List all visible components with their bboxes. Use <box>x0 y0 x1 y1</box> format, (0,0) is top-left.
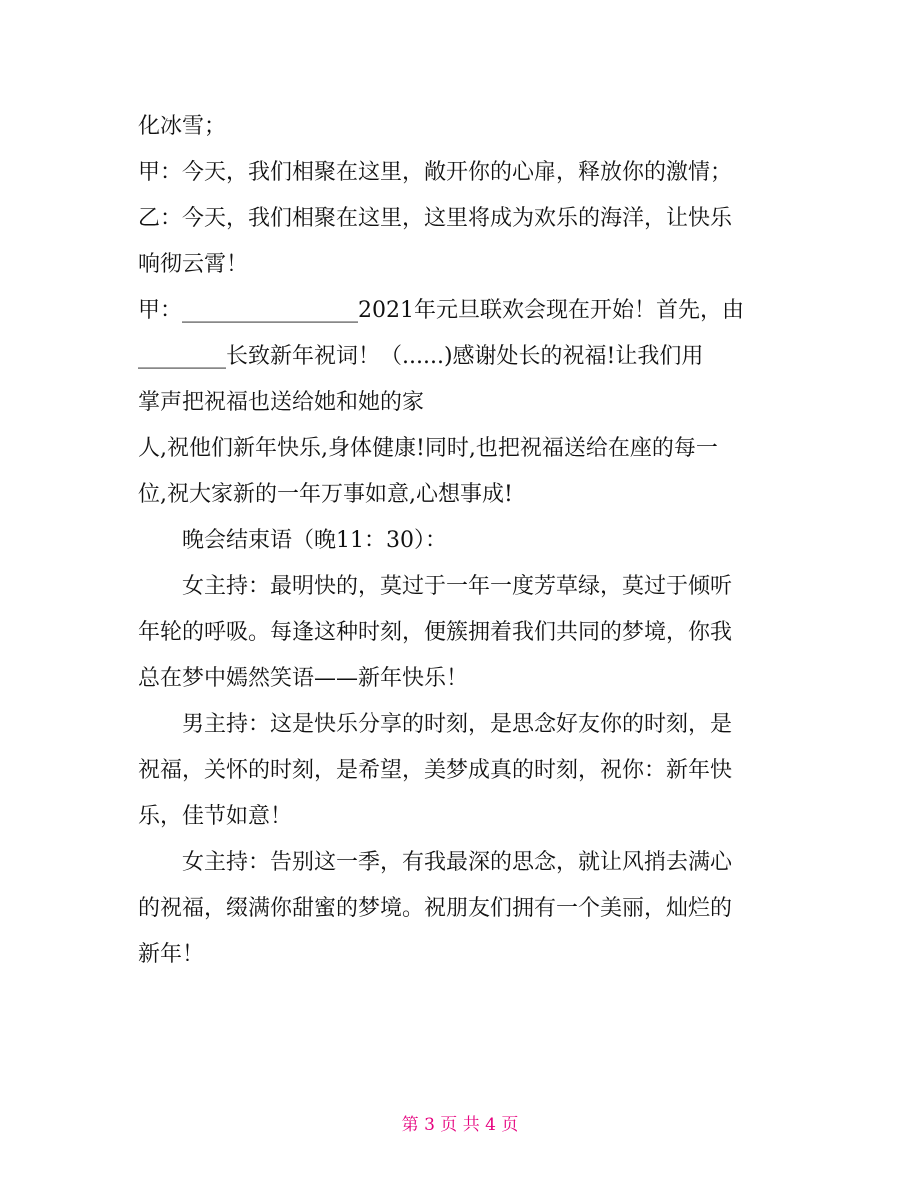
text-line: ________长致新年祝词！（......)感谢处长的祝福!让我们用 <box>138 344 704 369</box>
section-heading: 晚会结束语（晚11：30）： <box>182 528 447 553</box>
text-line: 化冰雪； <box>138 114 227 139</box>
page-number-footer: 第 3 页 共 4 页 <box>401 1115 519 1135</box>
text-line: 祝福，关怀的时刻，是希望，美梦成真的时刻，祝你：新年快 <box>138 758 733 783</box>
text-line: 新年！ <box>138 942 205 967</box>
text-line: 人,祝他们新年快乐,身体健康!同时,也把祝福送给在座的每一 <box>138 436 718 461</box>
text-line: 总在梦中嫣然笑语——新年快乐！ <box>138 666 469 691</box>
text-line: 甲：今天，我们相聚在这里，敞开你的心扉，释放你的激情； <box>138 160 733 185</box>
text-line: 甲：________________2021年元旦联欢会现在开始！首先，由 <box>138 298 744 323</box>
text-line: 乐，佳节如意！ <box>138 804 293 829</box>
text-line: 的祝福，缀满你甜蜜的梦境。祝朋友们拥有一个美丽，灿烂的 <box>138 896 733 921</box>
text-line: 女主持：最明快的，莫过于一年一度芳草绿，莫过于倾听 <box>182 574 733 599</box>
text-line: 位,祝大家新的一年万事如意,心想事成! <box>138 482 513 507</box>
text-line: 男主持：这是快乐分享的时刻，是思念好友你的时刻，是 <box>182 712 733 737</box>
text-line: 响彻云霄！ <box>138 252 249 277</box>
text-line: 乙：今天，我们相聚在这里，这里将成为欢乐的海洋，让快乐 <box>138 206 733 231</box>
text-line: 年轮的呼吸。每逢这种时刻，便簇拥着我们共同的梦境，你我 <box>138 620 733 645</box>
text-line: 女主持：告别这一季，有我最深的思念，就让风捎去满心 <box>182 850 733 875</box>
text-line: 掌声把祝福也送给她和她的家 <box>138 390 425 415</box>
document-body <box>138 104 784 978</box>
